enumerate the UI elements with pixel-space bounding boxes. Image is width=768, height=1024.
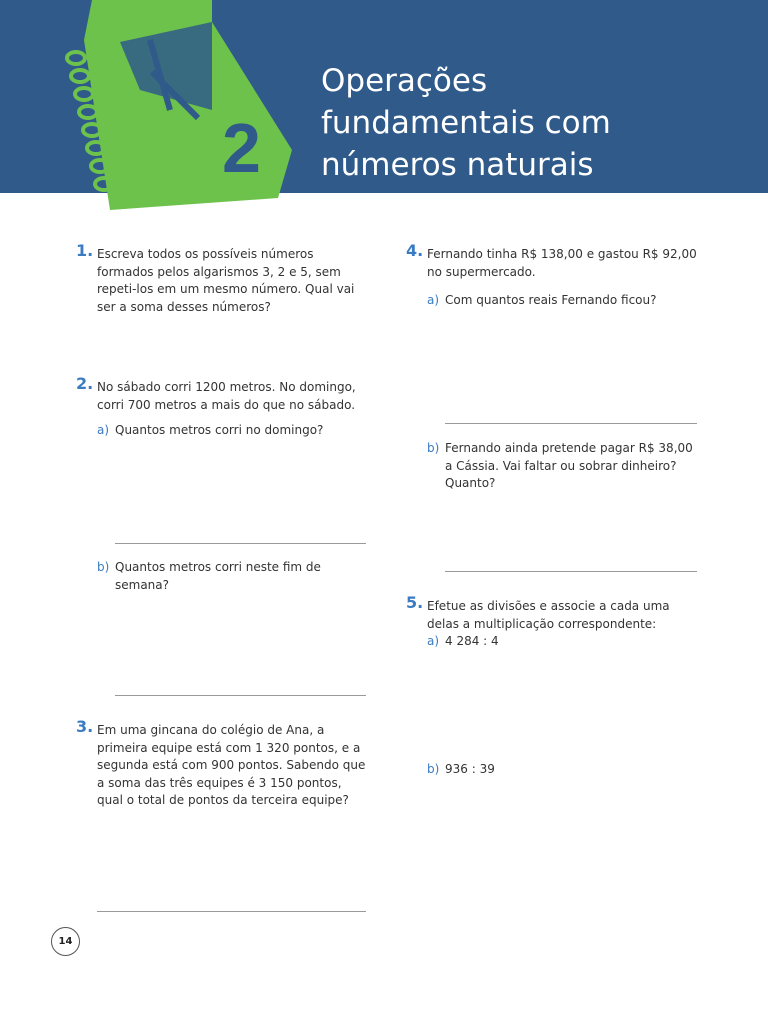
question-number: 3. [76,717,94,736]
question-1 [76,241,368,316]
question-5b [427,761,697,779]
item-letter: a) [427,293,440,307]
question-text: Escreva todos os possíveis números formados pelos algarismos 3, 2 e 5, sem repeti-los em um mesmo número. Qual vai ser a soma desses números? [97,247,355,314]
answer-line[interactable] [97,911,366,912]
question-text: Fernando tinha R$ 138,00 e gastou R$ 92,00 no supermercado. [427,247,697,279]
question-2b [97,559,367,594]
answer-line[interactable] [445,423,697,424]
item-letter: b) [97,560,110,574]
question-4a [427,292,697,310]
chapter-title [321,60,751,186]
item-text: Quantos metros corri no domingo? [115,423,324,437]
question-number: 4. [406,241,424,260]
chapter-title-line: fundamentais com [321,105,611,141]
page-number: 14 [51,927,80,956]
question-4 [406,241,698,281]
chapter-number: 2 [222,109,261,187]
chapter-title-line: Operações [321,63,488,99]
chapter-notebook-icon [60,0,310,212]
answer-line[interactable] [115,543,366,544]
question-2 [76,374,368,414]
item-letter: b) [427,441,440,455]
answer-line[interactable] [115,695,366,696]
item-letter: a) [97,423,110,437]
question-number: 2. [76,374,94,393]
item-letter: a) [427,634,440,648]
question-3 [76,717,368,810]
item-letter: b) [427,762,440,776]
question-4b [427,440,697,493]
question-text: No sábado corri 1200 metros. No domingo, corri 700 metros a mais do que no sábado. [97,380,356,412]
item-text: 936 : 39 [445,762,495,776]
question-text: Efetue as divisões e associe a cada uma delas a multiplicação correspondente: [427,599,670,631]
question-number: 5. [406,593,424,612]
item-text: 4 284 : 4 [445,634,499,648]
item-text: Com quantos reais Fernando ficou? [445,293,657,307]
item-text: Fernando ainda pretende pagar R$ 38,00 a Cássia. Vai faltar ou sobrar dinheiro? Quanto? [445,441,693,490]
question-2a [97,422,367,440]
chapter-title-line: números naturais [321,147,594,183]
question-number: 1. [76,241,94,260]
answer-line[interactable] [445,571,697,572]
question-5 [406,593,698,633]
item-text: Quantos metros corri neste fim de semana? [115,560,321,592]
question-5a [427,633,697,651]
question-text: Em uma gincana do colégio de Ana, a primeira equipe está com 1 320 pontos, e a segunda está com 900 pontos. Sabendo que a soma das três equipes é 3 150 pontos, qual o total de pontos da terceira equipe? [97,723,366,807]
